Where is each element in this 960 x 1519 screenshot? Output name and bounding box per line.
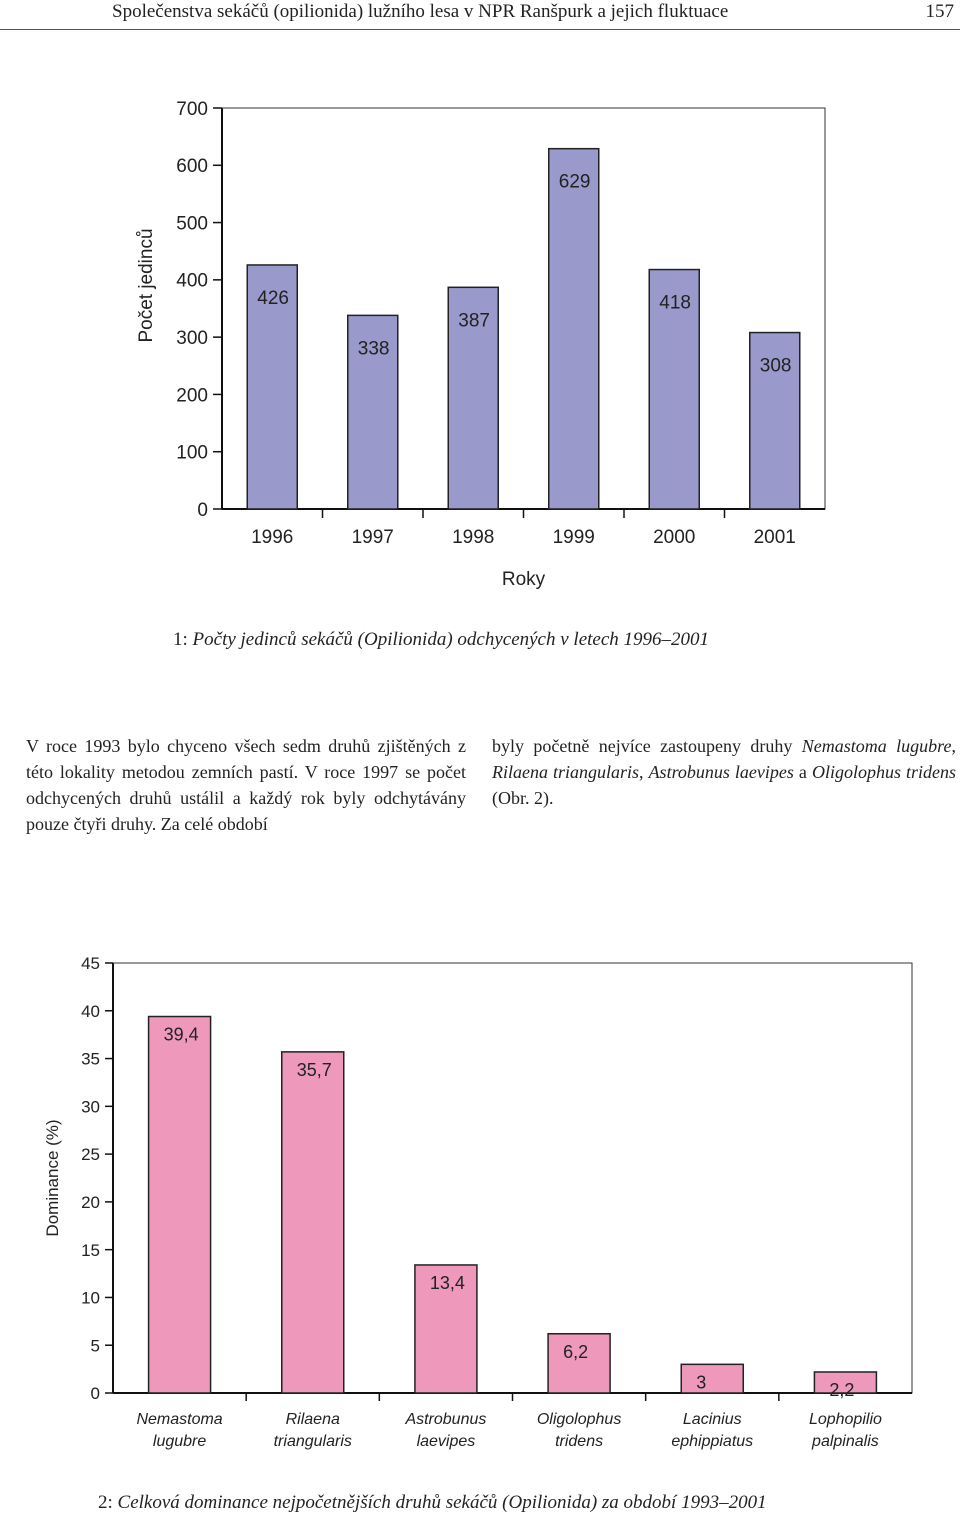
y-tick-label: 0: [197, 499, 208, 521]
data-label: 39,4: [163, 1024, 199, 1045]
figure-2-chart: [0, 945, 960, 1455]
x-category-label: palpinalis: [812, 1433, 879, 1450]
x-category-label: 2000: [653, 527, 696, 548]
x-category-label: ephippiatus: [671, 1433, 754, 1450]
body-text-separator: ,: [951, 736, 956, 756]
data-label: 426: [257, 287, 289, 309]
x-category-label: triangularis: [273, 1433, 352, 1450]
data-label: 13,4: [429, 1272, 465, 1293]
bar: [549, 149, 599, 509]
x-category-label: laevipes: [416, 1433, 476, 1450]
y-tick-label: 45: [81, 954, 100, 974]
y-axis-title: Dominance (%): [43, 1119, 62, 1237]
y-tick-label: 35: [81, 1049, 100, 1069]
body-text-separator: a: [793, 762, 812, 782]
body-text-plain: (Obr. 2).: [492, 788, 554, 808]
figure-2-caption-text: Celková dominance nejpočetnějších druhů sekáčů (Opilionida) za období 1993–2001: [117, 1492, 767, 1513]
figure-1-caption: [173, 629, 709, 651]
data-label: 3: [696, 1372, 707, 1393]
body-text-separator: ,: [639, 762, 649, 782]
x-category-label: 1999: [552, 527, 595, 548]
data-label: 629: [558, 171, 591, 193]
y-tick-label: 0: [90, 1384, 100, 1404]
data-label: 6,2: [563, 1341, 589, 1362]
plot-frame: [222, 108, 825, 509]
x-category-label: lugubre: [152, 1433, 207, 1450]
data-label: 387: [458, 310, 490, 332]
y-tick-label: 100: [176, 442, 208, 464]
x-category-label: 1998: [452, 527, 495, 548]
bar: [149, 1017, 211, 1393]
species-name: Rilaena triangularis: [492, 762, 640, 782]
y-tick-label: 700: [176, 98, 208, 120]
x-category-label: Oligolophus: [536, 1411, 622, 1428]
body-text-plain: byly početně nejvíce zastoupeny druhy: [492, 736, 802, 756]
x-category-label: Lophopilio: [808, 1411, 882, 1428]
x-category-label: 2001: [753, 527, 796, 548]
y-tick-label: 40: [81, 1001, 100, 1021]
running-header: [0, 0, 960, 30]
bar: [282, 1052, 344, 1393]
y-tick-label: 25: [81, 1145, 100, 1165]
data-label: 308: [759, 355, 792, 377]
y-tick-label: 15: [81, 1240, 100, 1260]
y-tick-label: 5: [90, 1336, 100, 1356]
y-axis-title: Počet jedinců: [136, 228, 157, 343]
plot-frame: [113, 963, 912, 1393]
x-category-label: Lacinius: [682, 1411, 742, 1428]
figure-1-caption-number: 1:: [173, 629, 188, 650]
data-label: 338: [357, 338, 390, 360]
figure-2-caption: [98, 1492, 767, 1514]
x-category-label: 1997: [351, 527, 394, 548]
species-name: Oligolophus tridens: [811, 762, 956, 782]
x-category-label: tridens: [555, 1433, 604, 1450]
body-text-left-column: V roce 1993 bylo chyceno všech sedm druhů zjištěných z této lokality metodou zemních pastí. V roce 1997 se počet odchycených druhů ustálil a každý rok byly odchytávány pouze čtyři druhy. Za celé období: [26, 736, 466, 834]
species-name: Astrobunus laevipes: [648, 762, 794, 782]
y-tick-label: 20: [81, 1193, 100, 1213]
species-name: Nemastoma lugubre: [801, 736, 952, 756]
x-category-label: Nemastoma: [136, 1411, 223, 1428]
data-label: 35,7: [296, 1059, 332, 1080]
y-tick-label: 30: [81, 1097, 100, 1117]
figure-1-chart: [0, 90, 960, 600]
y-tick-label: 300: [176, 327, 208, 349]
figure-1-caption-text: Počty jedinců sekáčů (Opilionida) odchycených v letech 1996–2001: [192, 629, 710, 650]
y-tick-label: 600: [176, 156, 208, 178]
x-category-label: 1996: [251, 527, 294, 548]
body-text-right-column: [492, 733, 956, 811]
x-category-label: Rilaena: [285, 1411, 340, 1428]
x-axis-title: Roky: [501, 569, 546, 590]
page-number: 157: [925, 1, 954, 22]
y-tick-label: 400: [176, 270, 208, 292]
x-category-label: Astrobunus: [405, 1411, 487, 1428]
y-tick-label: 500: [176, 213, 208, 235]
data-label: 2,2: [829, 1379, 855, 1400]
figure-2-caption-number: 2:: [98, 1492, 113, 1513]
bar: [681, 1364, 743, 1393]
running-title: Společenstva sekáčů (opilionida) lužního lesa v NPR Ranšpurk a jejich fluktuace: [112, 1, 729, 22]
data-label: 418: [659, 292, 691, 314]
y-tick-label: 10: [81, 1288, 100, 1308]
y-tick-label: 200: [176, 385, 208, 407]
